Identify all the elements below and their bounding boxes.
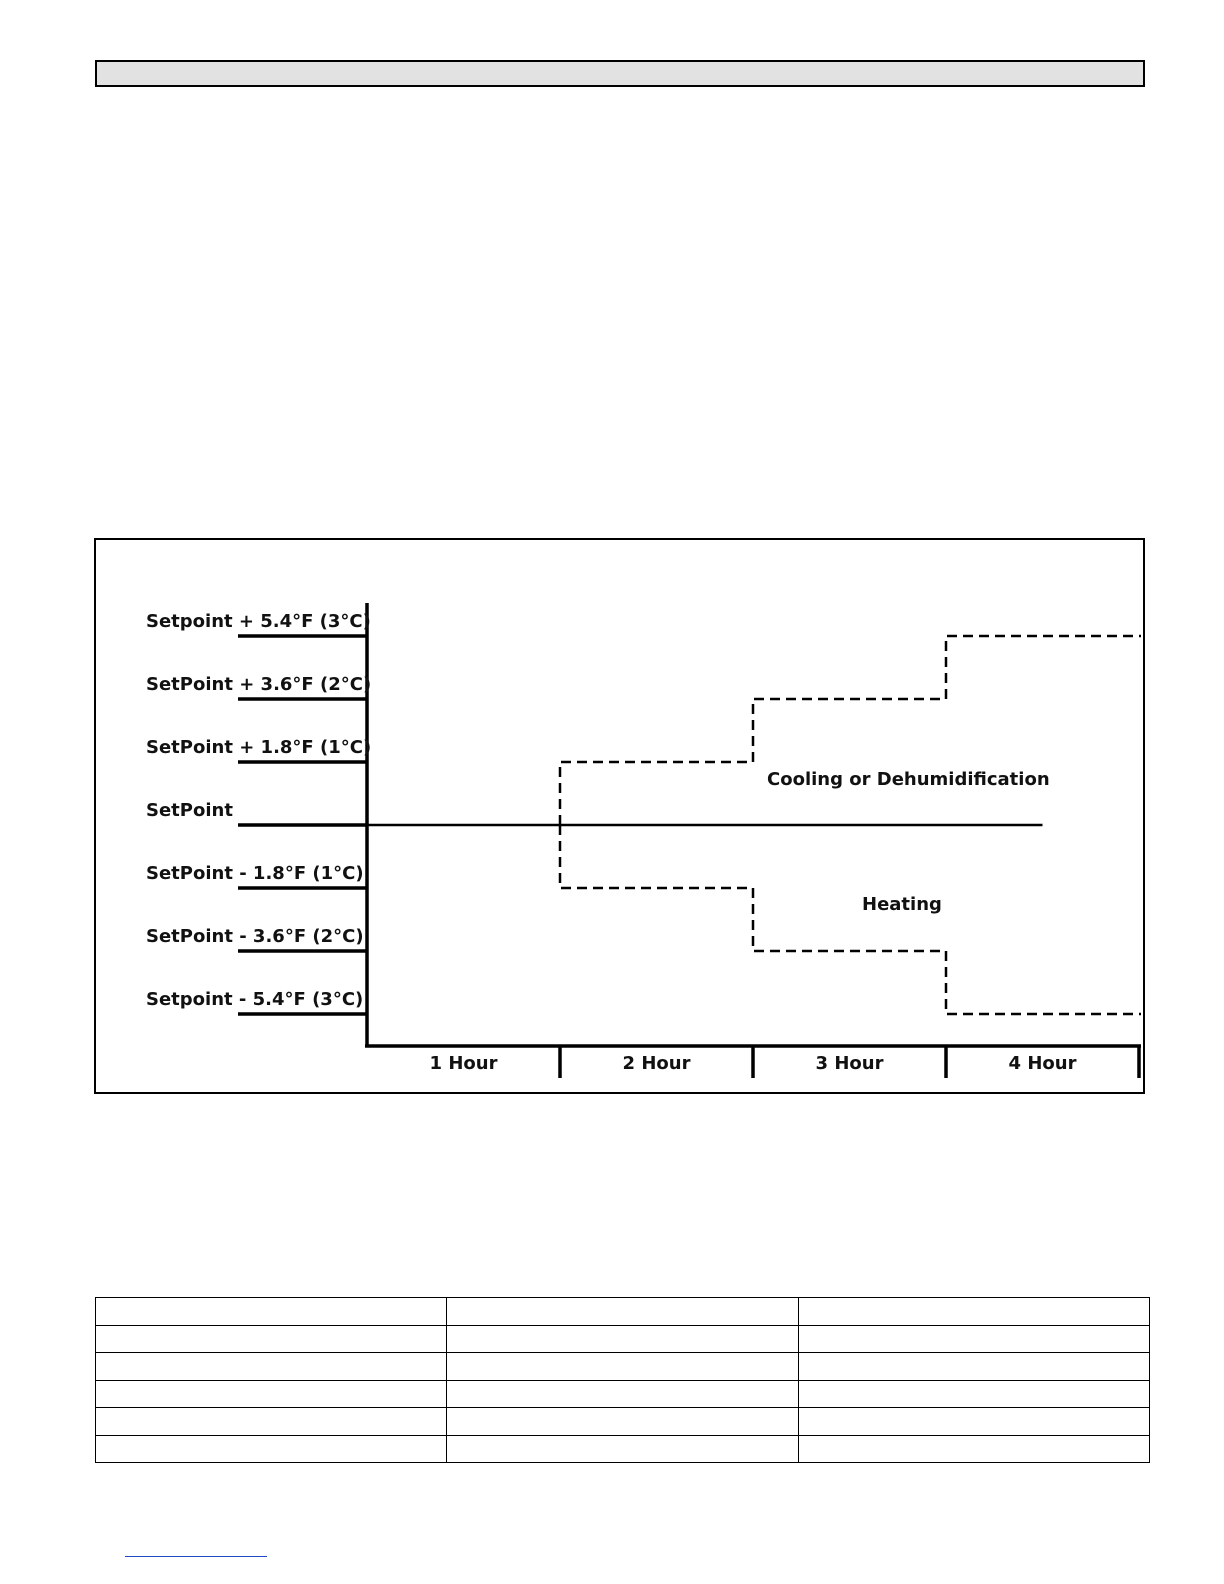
x-hour-label: 3 Hour bbox=[815, 1053, 884, 1074]
table-cell bbox=[447, 1435, 798, 1463]
table-cell bbox=[447, 1408, 798, 1436]
y-level-label: SetPoint - 1.8°F (1°C) bbox=[146, 863, 364, 884]
table-row bbox=[96, 1408, 1150, 1436]
table-cell bbox=[96, 1325, 447, 1353]
table-cell bbox=[798, 1353, 1149, 1381]
table-cell bbox=[96, 1298, 447, 1326]
table-row bbox=[96, 1353, 1150, 1381]
table-cell bbox=[96, 1408, 447, 1436]
table-cell bbox=[96, 1353, 447, 1381]
table-cell bbox=[798, 1408, 1149, 1436]
y-level-label: SetPoint + 1.8°F (1°C) bbox=[146, 737, 372, 758]
y-level-label: Setpoint + 5.4°F (3°C) bbox=[146, 611, 371, 632]
y-level-label: Setpoint - 5.4°F (3°C) bbox=[146, 989, 364, 1010]
table-row bbox=[96, 1298, 1150, 1326]
table-cell bbox=[447, 1380, 798, 1408]
y-level-label: SetPoint + 3.6°F (2°C) bbox=[146, 674, 372, 695]
table-cell bbox=[798, 1325, 1149, 1353]
table-cell bbox=[798, 1380, 1149, 1408]
setpoint-staging-figure bbox=[94, 538, 1145, 1094]
table-cell bbox=[447, 1298, 798, 1326]
cooling-annotation: Cooling or Dehumidification bbox=[767, 769, 1050, 790]
x-hour-label: 1 Hour bbox=[429, 1053, 498, 1074]
section-header-bar bbox=[95, 60, 1145, 87]
table-cell bbox=[447, 1325, 798, 1353]
y-level-label: SetPoint - 3.6°F (2°C) bbox=[146, 926, 364, 947]
heating-staircase-line bbox=[560, 825, 1141, 1014]
x-hour-label: 4 Hour bbox=[1008, 1053, 1077, 1074]
table-row bbox=[96, 1325, 1150, 1353]
data-table bbox=[95, 1297, 1150, 1463]
footer-link-underline[interactable] bbox=[125, 1556, 267, 1557]
table-cell bbox=[96, 1380, 447, 1408]
setpoint-staging-chart bbox=[96, 540, 1143, 1092]
heating-annotation: Heating bbox=[862, 894, 942, 915]
x-hour-label: 2 Hour bbox=[622, 1053, 691, 1074]
y-level-label: SetPoint bbox=[146, 800, 233, 821]
table-row bbox=[96, 1435, 1150, 1463]
table-cell bbox=[798, 1435, 1149, 1463]
table-row bbox=[96, 1380, 1150, 1408]
table-cell bbox=[447, 1353, 798, 1381]
cooling-staircase-line bbox=[560, 636, 1141, 825]
table-cell bbox=[96, 1435, 447, 1463]
table-cell bbox=[798, 1298, 1149, 1326]
